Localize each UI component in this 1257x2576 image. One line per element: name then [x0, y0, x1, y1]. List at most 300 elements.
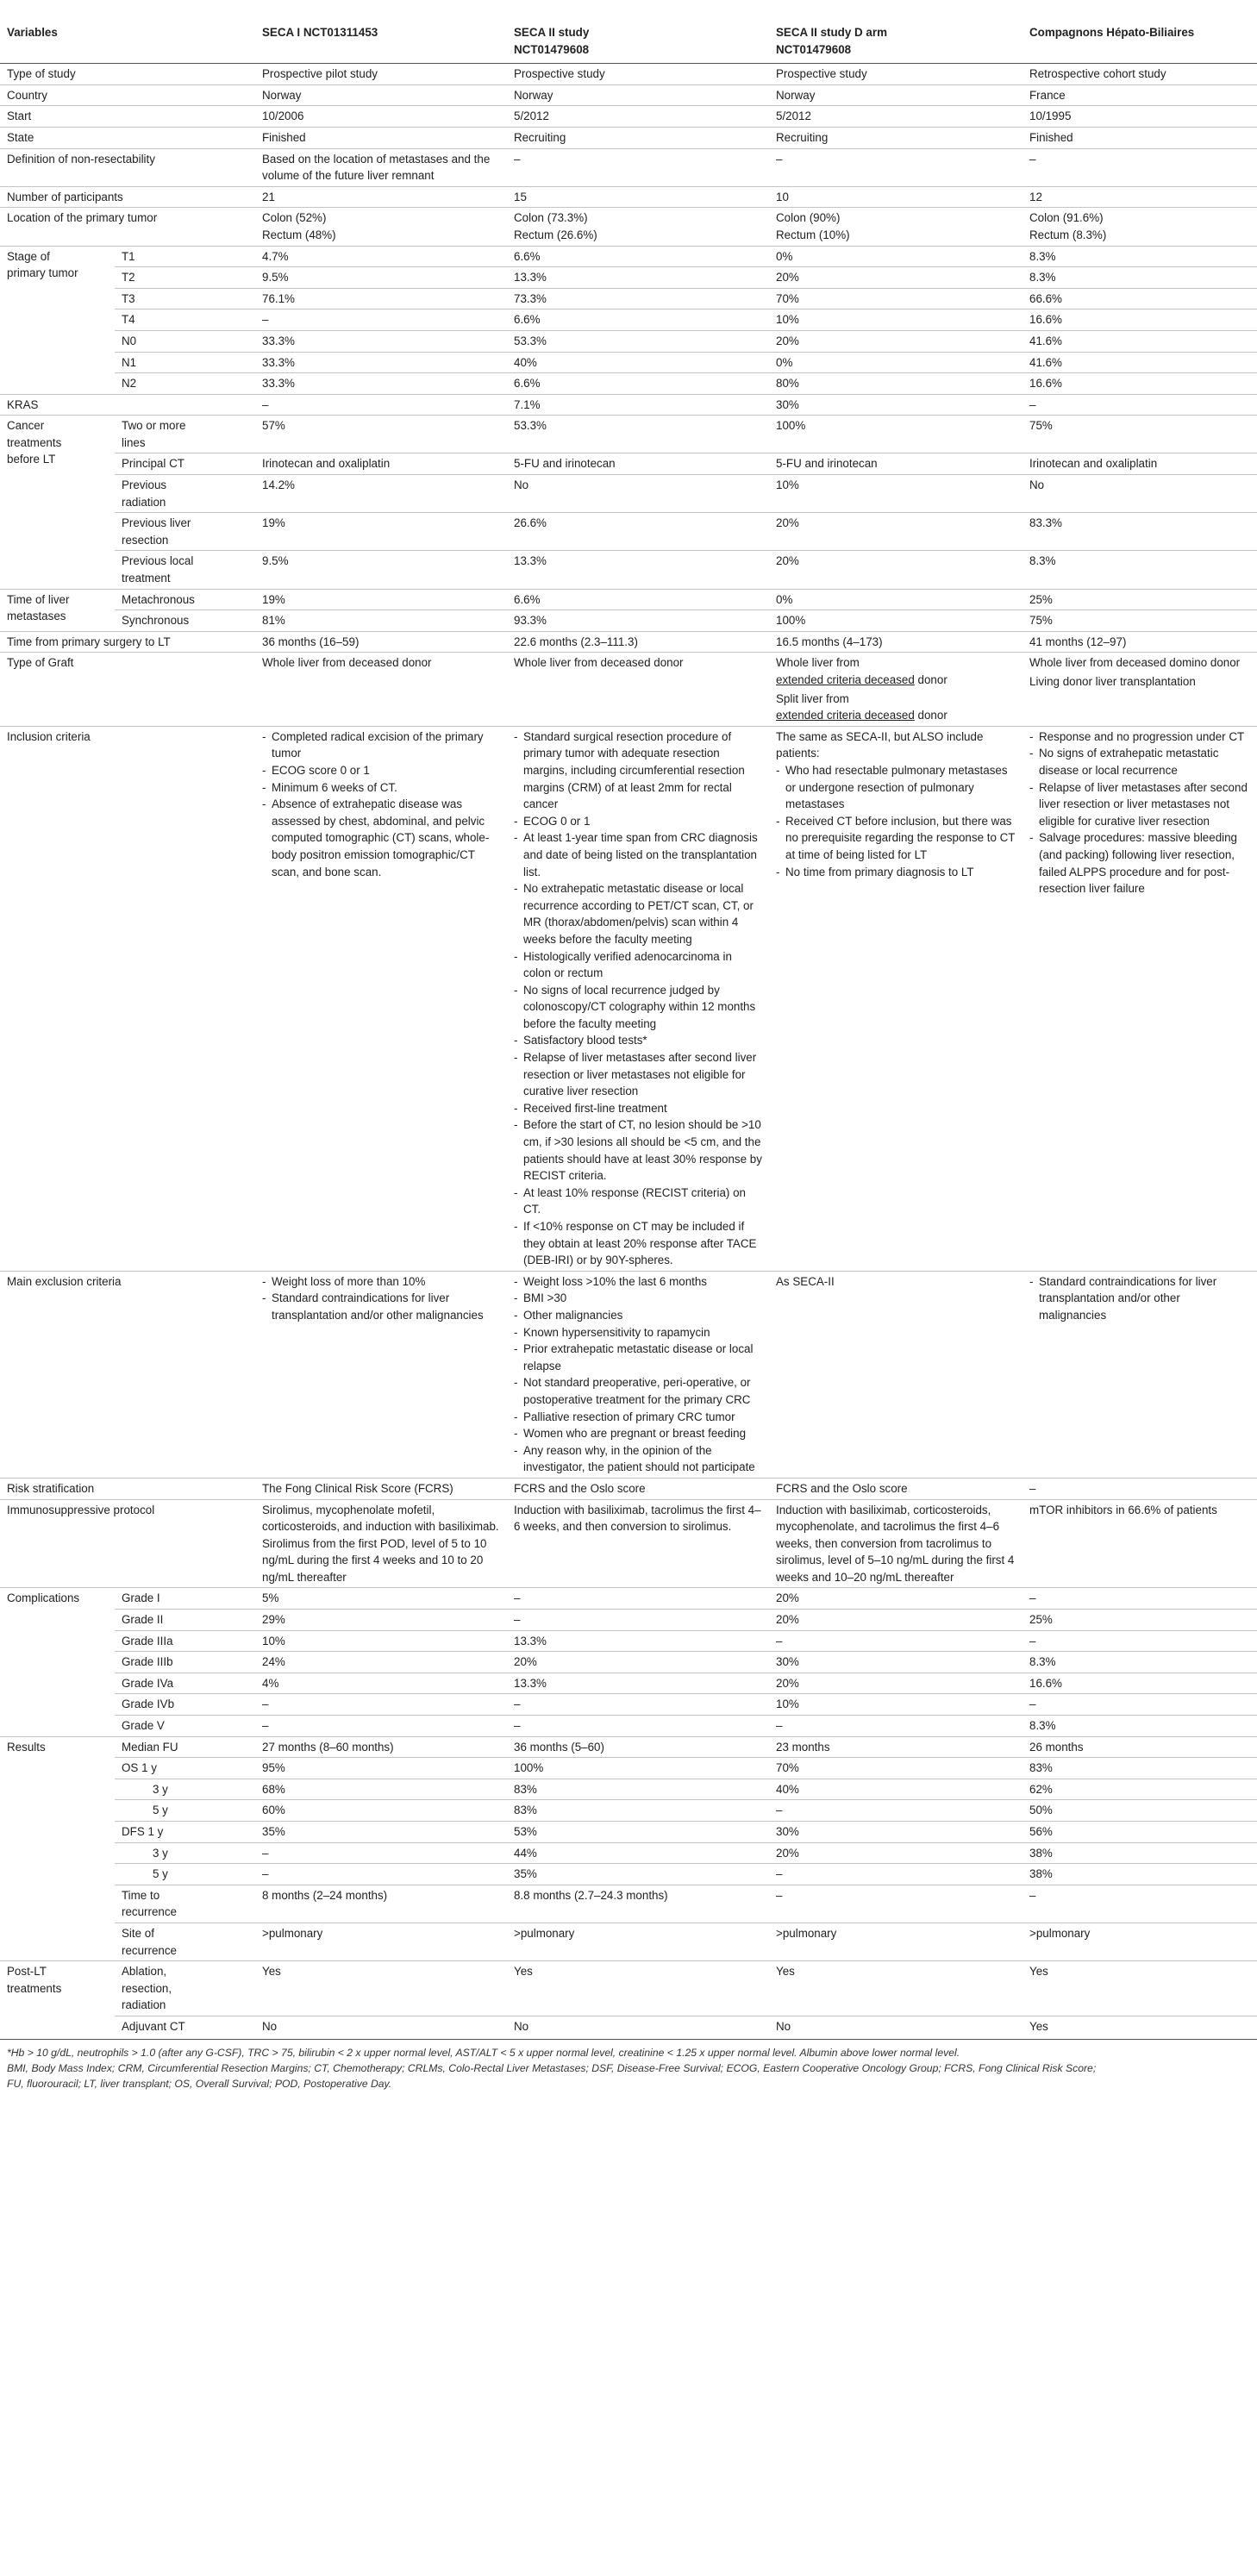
cell-seca2d: 10% — [769, 1694, 1022, 1716]
table-row — [0, 148, 1257, 186]
table-row — [0, 1271, 1257, 1478]
underlined-text: extended criteria deceased — [776, 673, 915, 686]
table-row — [0, 394, 1257, 416]
cell-seca2d: Norway — [769, 84, 1022, 106]
label-line: metastases — [7, 610, 66, 623]
cell-seca2: 6.6% — [507, 373, 769, 395]
cell-seca1: 9.5% — [255, 551, 507, 589]
cell-seca2d: 70% — [769, 288, 1022, 309]
label-line: Ablation, — [122, 1965, 167, 1979]
cell-seca1: Whole liver from deceased donor — [255, 653, 507, 726]
cell-seca2 — [507, 1271, 769, 1478]
cell-seca2d: 16.5 months (4–173) — [769, 631, 1022, 653]
criteria-item: - Palliative resection of primary CRC tumor — [514, 1409, 762, 1426]
cell-seca2d: 0% — [769, 352, 1022, 373]
cell-chb — [1022, 653, 1257, 726]
sub-label: OS 1 y — [115, 1758, 255, 1779]
cell-seca2d: 20% — [769, 1588, 1022, 1610]
cell-chb: 8.3% — [1022, 1652, 1257, 1673]
cell-chb: 16.6% — [1022, 309, 1257, 331]
criteria-list — [1029, 1273, 1250, 1324]
table-row — [0, 106, 1257, 128]
sub-label: T3 — [115, 288, 255, 309]
sub-label: Grade IVa — [115, 1673, 255, 1694]
cell-seca2: 53.3% — [507, 416, 769, 453]
group-label-complications: Complications — [0, 1588, 115, 1736]
cell-chb: France — [1022, 84, 1257, 106]
cell-seca2d: 20% — [769, 1673, 1022, 1694]
cell-chb: – — [1022, 1478, 1257, 1499]
table-row — [0, 127, 1257, 148]
cell-chb: Retrospective cohort study — [1022, 64, 1257, 85]
cell-chb: 25% — [1022, 1610, 1257, 1631]
cell-seca2d: 20% — [769, 513, 1022, 551]
cell-chb: 75% — [1022, 610, 1257, 632]
criteria-item: - Response and no progression under CT — [1029, 728, 1250, 746]
cell-seca2: 35% — [507, 1864, 769, 1885]
header-chb: Compagnons Hépato-Biliaires — [1022, 22, 1257, 64]
row-label: Time from primary surgery to LT — [0, 631, 255, 653]
row-label: Type of study — [0, 64, 255, 85]
criteria-item: - Before the start of CT, no lesion should be >10 cm, if >30 lesions all should be <5 cm, and the patients should have at least 30% response by RECIST criteria. — [514, 1116, 762, 1184]
cell-chb: 75% — [1022, 416, 1257, 453]
cell-chb: 50% — [1022, 1800, 1257, 1822]
cell-seca2d: Yes — [769, 1961, 1022, 2016]
criteria-list — [262, 728, 500, 880]
criteria-list — [514, 728, 762, 1269]
cell-seca2: 40% — [507, 352, 769, 373]
label-line: Time of liver — [7, 592, 70, 606]
criteria-item: - Satisfactory blood tests* — [514, 1032, 762, 1049]
criteria-list — [776, 762, 1016, 880]
graft-option — [776, 691, 1016, 724]
cell-seca1: 8 months (2–24 months) — [255, 1885, 507, 1923]
cell-chb: 38% — [1022, 1864, 1257, 1885]
cell-seca1: 33.3% — [255, 330, 507, 352]
cell-seca2d: 20% — [769, 330, 1022, 352]
cell-chb: Yes — [1022, 1961, 1257, 2016]
table-row — [0, 208, 1257, 246]
cell-seca2: 53.3% — [507, 330, 769, 352]
table-row — [0, 475, 1257, 513]
group-label-post-lt — [0, 1961, 115, 2037]
cell-seca1: Yes — [255, 1961, 507, 2016]
sub-label — [115, 475, 255, 513]
table-row — [0, 416, 1257, 453]
cell-seca2: 93.3% — [507, 610, 769, 632]
criteria-list — [514, 1273, 762, 1476]
cell-seca2d: 0% — [769, 589, 1022, 610]
label-line: Post-LT — [7, 1965, 47, 1979]
cell-seca2: 36 months (5–60) — [507, 1736, 769, 1758]
criteria-item: - No time from primary diagnosis to LT — [776, 864, 1016, 881]
table-row — [0, 453, 1257, 475]
footnote-abbreviations: BMI, Body Mass Index; CRM, Circumferential Resection Margins; CT, Chemotherapy; CRLMs, Colo-Rectal Liver Metastases; DSF, Disease-Free Survival; ECOG, Eastern Cooperative Oncology Group; FCRS, Fong Clinical Risk Score; — [7, 2061, 1097, 2074]
cell-chb: – — [1022, 1588, 1257, 1610]
cell-seca1: 33.3% — [255, 373, 507, 395]
cell-chb: 41.6% — [1022, 330, 1257, 352]
table-row — [0, 1499, 1257, 1588]
cell-seca2d: – — [769, 1885, 1022, 1923]
cell-seca2d: – — [769, 1716, 1022, 1737]
criteria-item: - Other malignancies — [514, 1307, 762, 1324]
table-row — [0, 1961, 1257, 2016]
cell-seca1: 36 months (16–59) — [255, 631, 507, 653]
sub-label: 5 y — [115, 1800, 255, 1822]
cell-seca2: 6.6% — [507, 589, 769, 610]
criteria-item: - Standard contraindications for liver transplantation and/or other malignancies — [1029, 1273, 1250, 1324]
criteria-item: - Salvage procedures: massive bleeding (and packing) following liver resection, failed ALPPS procedure and for post-resection liver failure — [1029, 829, 1250, 897]
cell-seca2: 6.6% — [507, 246, 769, 267]
cell-chb: 41.6% — [1022, 352, 1257, 373]
cell-seca1: 60% — [255, 1800, 507, 1822]
criteria-item: - If <10% response on CT may be included if they obtain at least 20% response after TACE (DEB-IRI) or by 90Y-spheres. — [514, 1218, 762, 1269]
cell-chb: Irinotecan and oxaliplatin — [1022, 453, 1257, 475]
cell-seca1: 4.7% — [255, 246, 507, 267]
cell-chb: 8.3% — [1022, 551, 1257, 589]
cell-seca2: – — [507, 1716, 769, 1737]
sub-label: 3 y — [115, 1779, 255, 1800]
criteria-item: - Received first-line treatment — [514, 1100, 762, 1117]
cell-line: Colon (90%) — [776, 211, 841, 225]
row-label: Immunosuppressive protocol — [0, 1499, 255, 1588]
cell-seca1: Norway — [255, 84, 507, 106]
graft-option: Whole liver from deceased domino donor — [1029, 656, 1241, 670]
cell-chb: 10/1995 — [1022, 106, 1257, 128]
cell-chb: mTOR inhibitors in 66.6% of patients — [1022, 1499, 1257, 1588]
cell-seca2: 44% — [507, 1842, 769, 1864]
label-line: treatments — [7, 1981, 62, 1995]
cell-seca1: 33.3% — [255, 352, 507, 373]
criteria-item: - Any reason why, in the opinion of the investigator, the patient should not participate — [514, 1442, 762, 1476]
cell-seca2d: FCRS and the Oslo score — [769, 1478, 1022, 1499]
cell-seca1: 24% — [255, 1652, 507, 1673]
table-row — [0, 1588, 1257, 1610]
sub-label — [115, 1923, 255, 1960]
label-line: treatments — [7, 435, 62, 449]
sub-label: Adjuvant CT — [122, 2019, 185, 2033]
sub-label — [115, 513, 255, 551]
table-row — [0, 1923, 1257, 1960]
header-seca2d-line1: SECA II study D arm — [776, 26, 887, 39]
header-seca2 — [507, 22, 769, 64]
cell-seca2 — [507, 726, 769, 1271]
cell-seca2: 5-FU and irinotecan — [507, 453, 769, 475]
text-run: Split liver from — [776, 691, 849, 705]
header-seca2d — [769, 22, 1022, 64]
cell-seca2d — [769, 653, 1022, 726]
cell-seca2d: 23 months — [769, 1736, 1022, 1758]
criteria-item: - At least 10% response (RECIST criteria) on CT. — [514, 1185, 762, 1218]
row-label: Country — [0, 84, 255, 106]
table-row — [0, 1842, 1257, 1864]
table-header-row — [0, 22, 1257, 64]
table-row — [0, 1800, 1257, 1822]
criteria-list — [262, 1273, 500, 1324]
table-row — [0, 267, 1257, 289]
cell-chb: No — [1022, 475, 1257, 513]
cell-chb: 8.3% — [1022, 267, 1257, 289]
cell-seca2d: – — [769, 1800, 1022, 1822]
sub-label: Grade II — [115, 1610, 255, 1631]
table-row — [0, 653, 1257, 726]
criteria-item: - Weight loss >10% the last 6 months — [514, 1273, 762, 1291]
table-row — [0, 726, 1257, 1271]
criteria-item: - BMI >30 — [514, 1290, 762, 1307]
table-row — [0, 1694, 1257, 1716]
criteria-item: - Relapse of liver metastases after second liver resection or liver metastases not eligible for curative liver resection — [1029, 779, 1250, 830]
sub-label: T1 — [115, 246, 255, 267]
cell-seca2: 6.6% — [507, 309, 769, 331]
cell-seca2d: – — [769, 1630, 1022, 1652]
criteria-item: - Minimum 6 weeks of CT. — [262, 779, 500, 797]
label-line: radiation — [122, 495, 166, 509]
label-line: recurrence — [122, 1943, 178, 1957]
label-line: Previous local — [122, 554, 194, 568]
cell-seca1 — [255, 208, 507, 246]
header-seca2-line1: SECA II study — [514, 26, 590, 39]
cell-chb: – — [1022, 394, 1257, 416]
table-row — [0, 551, 1257, 589]
criteria-item: - Completed radical excision of the primary tumor — [262, 728, 500, 762]
cell-seca1: 10/2006 — [255, 106, 507, 128]
cell-seca2d: 20% — [769, 267, 1022, 289]
cell-chb: >pulmonary — [1022, 1923, 1257, 1960]
cell-seca2d: 20% — [769, 1842, 1022, 1864]
cell-seca2d: – — [769, 148, 1022, 186]
label-line: resection, — [122, 1981, 172, 1995]
cell-seca2: 13.3% — [507, 551, 769, 589]
cell-chb — [1022, 208, 1257, 246]
table-row — [0, 1478, 1257, 1499]
cell-chb: Finished — [1022, 127, 1257, 148]
table-row — [0, 64, 1257, 85]
cell-seca2d: 20% — [769, 1610, 1022, 1631]
cell-seca2d: 5-FU and irinotecan — [769, 453, 1022, 475]
cell-chb: 66.6% — [1022, 288, 1257, 309]
cell-chb: – — [1022, 148, 1257, 186]
cell-seca2: – — [507, 1610, 769, 1631]
table-row — [0, 1758, 1257, 1779]
criteria-item: - ECOG score 0 or 1 — [262, 762, 500, 779]
cell-seca1: – — [255, 1716, 507, 1737]
cell-seca1: No — [262, 2019, 278, 2033]
sub-label: Grade IVb — [115, 1694, 255, 1716]
cell-seca1: 14.2% — [255, 475, 507, 513]
cell-chb: 56% — [1022, 1822, 1257, 1843]
sub-label: Metachronous — [115, 589, 255, 610]
cell-seca1: 35% — [255, 1822, 507, 1843]
cell-seca2d: Induction with basiliximab, corticosteroids, mycophenolate, and tacrolimus the first 4–6 weeks, then conversion from tacrolimus to sirolimus, level of 5–10 ng/mL during the first 4 weeks and 10–20 ng/mL thereafter — [769, 1499, 1022, 1588]
cell-seca2d: 0% — [769, 246, 1022, 267]
sub-label: Grade I — [115, 1588, 255, 1610]
cell-seca2d: 100% — [769, 416, 1022, 453]
cell-seca2: 22.6 months (2.3–111.3) — [507, 631, 769, 653]
criteria-item: - Relapse of liver metastases after second liver resection or liver metastases not eligible for curative liver resection — [514, 1049, 762, 1100]
cell-seca2d: 100% — [769, 610, 1022, 632]
table-row — [0, 1736, 1257, 1758]
cell-seca1: – — [255, 1864, 507, 1885]
table-row — [0, 373, 1257, 395]
cell-seca1: – — [255, 1842, 507, 1864]
cell-chb: 16.6% — [1022, 373, 1257, 395]
cell-line: Rectum (10%) — [776, 228, 850, 241]
cell-seca2d: 70% — [769, 1758, 1022, 1779]
cell-seca2: 83% — [507, 1800, 769, 1822]
label-line: before LT — [7, 453, 56, 466]
cell-seca2d: – — [769, 1864, 1022, 1885]
cell-chb: 41 months (12–97) — [1022, 631, 1257, 653]
sub-label: Grade IIIa — [115, 1630, 255, 1652]
criteria-intro: The same as SECA-II, but ALSO include patients: — [776, 729, 984, 760]
cell-chb: 26 months — [1022, 1736, 1257, 1758]
cell-seca1: – — [255, 394, 507, 416]
cell-seca2: 13.3% — [507, 267, 769, 289]
table-row — [0, 1716, 1257, 1737]
cell-seca2d: As SECA-II — [769, 1271, 1022, 1478]
header-seca2-line2: NCT01479608 — [514, 42, 590, 56]
cell-seca2d — [769, 208, 1022, 246]
cell-seca2: 100% — [507, 1758, 769, 1779]
cell-seca1: Sirolimus, mycophenolate mofetil, corticosteroids, and induction with basiliximab. Sirolimus from the first POD, level of 5 to 10 ng/mL during the first 4 weeks and 10 to 20 ng/mL thereafter — [255, 1499, 507, 1588]
group-label-time-liver — [0, 589, 115, 631]
table-row — [0, 1885, 1257, 1923]
cell-seca2: – — [507, 1588, 769, 1610]
criteria-item: - Standard surgical resection procedure of primary tumor with adequate resection margins, including circumferential resection margins (CRM) of at least 2mm for rectal cancer — [514, 728, 762, 813]
text-run: donor — [917, 673, 947, 686]
cell-seca1: 21 — [255, 186, 507, 208]
cell-seca2 — [507, 208, 769, 246]
footnote-abbreviations-cont: FU, fluorouracil; LT, liver transplant; OS, Overall Survival; POD, Postoperative Day. — [7, 2077, 392, 2090]
cell-seca2d: 10% — [769, 309, 1022, 331]
cell-seca2: 83% — [507, 1779, 769, 1800]
cell-seca1: Irinotecan and oxaliplatin — [255, 453, 507, 475]
cell-seca1 — [255, 1271, 507, 1478]
cell-seca2d: Prospective study — [769, 64, 1022, 85]
cell-seca1: 10% — [255, 1630, 507, 1652]
label-line: Previous — [122, 478, 167, 492]
cell-seca1: 95% — [255, 1758, 507, 1779]
cell-seca2: – — [507, 148, 769, 186]
cell-chb: 38% — [1022, 1842, 1257, 1864]
criteria-item: - Not standard preoperative, peri-operative, or postoperative treatment for the primary CRC — [514, 1374, 762, 1408]
footnote-blood-tests: *Hb > 10 g/dL, neutrophils > 1.0 (after any G-CSF), TRC > 75, bilirubin < 2 x upper normal level, AST/ALT < 5 x upper normal level, creatinine < 1.25 x upper normal level. Albumin above lower normal level. — [7, 2046, 960, 2059]
sub-label: Median FU — [115, 1736, 255, 1758]
cell-seca2d: 30% — [769, 1822, 1022, 1843]
criteria-item: - Received CT before inclusion, but there was no prerequisite regarding the response to CT at time of being listed for LT — [776, 813, 1016, 864]
cell-seca2d: 20% — [769, 551, 1022, 589]
group-label-results: Results — [0, 1736, 115, 1961]
table-row — [0, 309, 1257, 331]
cell-seca2d: 80% — [769, 373, 1022, 395]
criteria-item: - Who had resectable pulmonary metastases or undergone resection of pulmonary metastases — [776, 762, 1016, 813]
row-label: State — [0, 127, 255, 148]
table-row — [0, 1864, 1257, 1885]
criteria-item: - Women who are pregnant or breast feeding — [514, 1425, 762, 1442]
table-row — [0, 610, 1257, 632]
cell-seca2: – — [507, 1694, 769, 1716]
row-label: Main exclusion criteria — [0, 1271, 255, 1478]
cell-seca1: 5% — [255, 1588, 507, 1610]
table-row — [0, 84, 1257, 106]
header-variables: Variables — [0, 22, 255, 64]
cell-seca1: Prospective pilot study — [255, 64, 507, 85]
cell-seca1: 9.5% — [255, 267, 507, 289]
label-line: Cancer — [7, 419, 45, 433]
group-label-cancer — [0, 416, 115, 589]
cell-seca2: Whole liver from deceased donor — [507, 653, 769, 726]
row-label: Location of the primary tumor — [0, 208, 255, 246]
cell-seca2d: >pulmonary — [769, 1923, 1022, 1960]
criteria-item: - No extrahepatic metastatic disease or local recurrence according to PET/CT scan, CT, or MR (thorax/abdomen/pelvis) scan within 4 weeks before the faculty meeting — [514, 880, 762, 947]
cell-seca2: Yes — [507, 1961, 769, 2016]
header-seca1: SECA I NCT01311453 — [255, 22, 507, 64]
sub-label — [115, 551, 255, 589]
cell-seca2: 13.3% — [507, 1673, 769, 1694]
criteria-item: - No signs of extrahepatic metastatic disease or local recurrence — [1029, 745, 1250, 778]
cell-seca1: 29% — [255, 1610, 507, 1631]
cell-seca2: >pulmonary — [507, 1923, 769, 1960]
table-row — [0, 330, 1257, 352]
label-line: treatment — [122, 572, 171, 585]
cell-seca1: Based on the location of metastases and the volume of the future liver remnant — [255, 148, 507, 186]
cell-seca1: 68% — [255, 1779, 507, 1800]
graft-option — [776, 654, 1016, 688]
table-row — [0, 1673, 1257, 1694]
cell-chb: 62% — [1022, 1779, 1257, 1800]
cell-line: Colon (52%) — [262, 211, 327, 225]
criteria-list — [1029, 728, 1250, 897]
row-label: Inclusion criteria — [0, 726, 255, 1271]
row-label: KRAS — [0, 394, 255, 416]
cell-seca2: 13.3% — [507, 1630, 769, 1652]
label-line: Previous liver — [122, 516, 191, 530]
label-line: Two or more — [122, 419, 186, 433]
table-row — [0, 589, 1257, 610]
row-label: Type of Graft — [0, 653, 255, 726]
cell-line: Colon (73.3%) — [514, 211, 588, 225]
table-row — [0, 513, 1257, 551]
table-row — [0, 186, 1257, 208]
cell-seca2d: No — [776, 2019, 791, 2033]
cell-seca2: 8.8 months (2.7–24.3 months) — [507, 1885, 769, 1923]
text-run: Whole liver from — [776, 656, 860, 670]
row-label: Definition of non-resectability — [0, 148, 255, 186]
cell-seca2: 7.1% — [507, 394, 769, 416]
cell-seca1: 4% — [255, 1673, 507, 1694]
table-row — [0, 1652, 1257, 1673]
cell-line: Rectum (26.6%) — [514, 228, 597, 241]
cell-chb: 12 — [1022, 186, 1257, 208]
cell-seca1: 27 months (8–60 months) — [255, 1736, 507, 1758]
sub-label — [115, 416, 255, 453]
table-footnotes — [0, 2039, 1257, 2091]
label-line: recurrence — [122, 1905, 178, 1919]
label-line: resection — [122, 533, 169, 547]
sub-label: N1 — [115, 352, 255, 373]
sub-label: Synchronous — [115, 610, 255, 632]
criteria-item: - Weight loss of more than 10% — [262, 1273, 500, 1291]
criteria-item: - Known hypersensitivity to rapamycin — [514, 1324, 762, 1341]
sub-label — [115, 1885, 255, 1923]
cell-chb: – — [1022, 1885, 1257, 1923]
cell-seca2d: 5/2012 — [769, 106, 1022, 128]
cell-seca1: 19% — [255, 513, 507, 551]
cell-seca2: FCRS and the Oslo score — [507, 1478, 769, 1499]
graft-option: Living donor liver transplantation — [1029, 675, 1196, 688]
sub-label: Grade IIIb — [115, 1652, 255, 1673]
cell-seca1: Finished — [255, 127, 507, 148]
